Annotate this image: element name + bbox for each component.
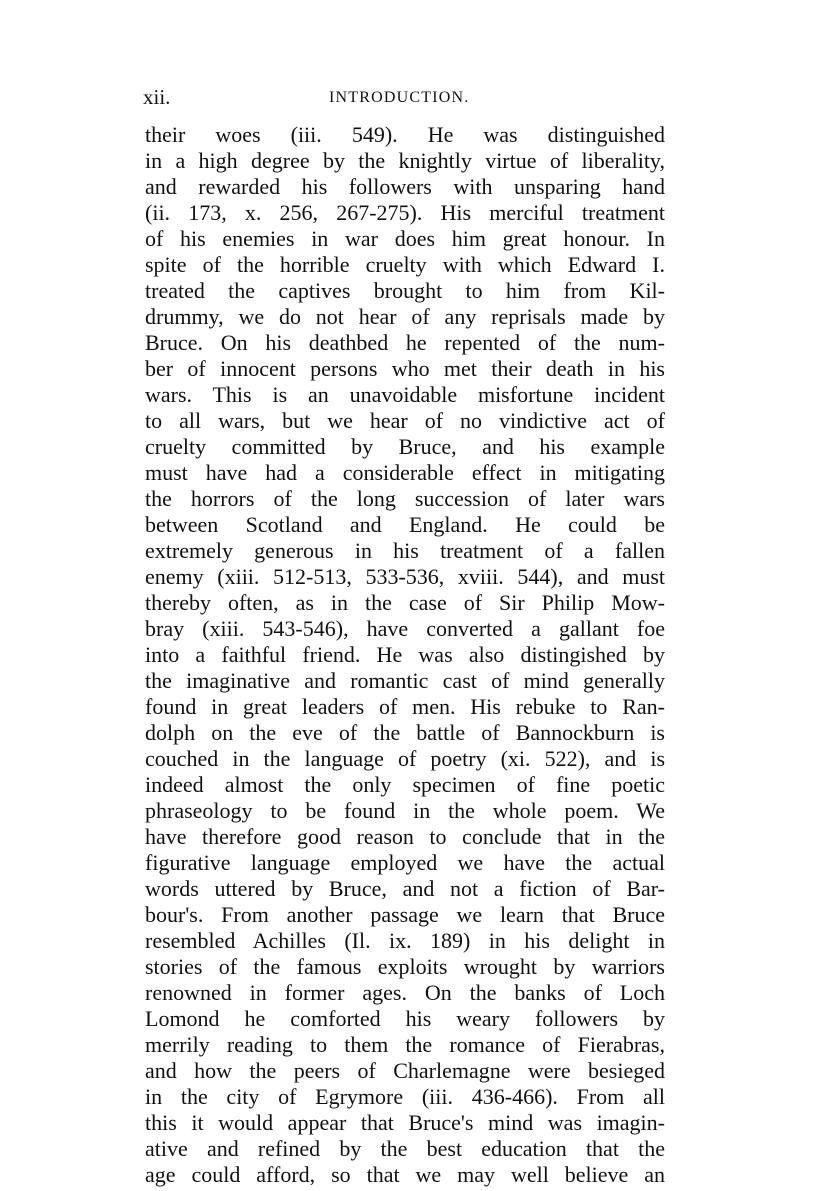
text-line: stories of the famous exploits wrought by warriors bbox=[145, 954, 665, 979]
text-line: into a faithful friend. He was also distingished by bbox=[145, 642, 665, 667]
text-line: thereby often, as in the case of Sir Philip Mow- bbox=[145, 590, 665, 615]
text-line: cruelty committed by Bruce, and his example bbox=[145, 434, 665, 459]
text-line: merrily reading to them the romance of Fierabras, bbox=[145, 1032, 665, 1057]
text-line: figurative language employed we have the actual bbox=[145, 850, 665, 875]
text-line: phraseology to be found in the whole poem. We bbox=[145, 798, 665, 823]
text-line: to all wars, but we hear of no vindictive act of bbox=[145, 408, 665, 433]
text-line: wars. This is an unavoidable misfortune incident bbox=[145, 382, 665, 407]
text-line: ative and refined by the best education that the bbox=[145, 1136, 665, 1161]
text-line: in a high degree by the knightly virtue of liberality, bbox=[145, 148, 665, 173]
text-line: couched in the language of poetry (xi. 522), and is bbox=[145, 746, 665, 771]
page-header bbox=[143, 83, 663, 111]
text-line: indeed almost the only specimen of fine poetic bbox=[145, 772, 665, 797]
text-line: spite of the horrible cruelty with which Edward I. bbox=[145, 252, 665, 277]
text-line: resembled Achilles (Il. ix. 189) in his delight in bbox=[145, 928, 665, 953]
text-line: and rewarded his followers with unsparing hand bbox=[145, 174, 665, 199]
text-line: the horrors of the long succession of later wars bbox=[145, 486, 665, 511]
text-line: found in great leaders of men. His rebuke to Ran- bbox=[145, 694, 665, 719]
text-line: between Scotland and England. He could be bbox=[145, 512, 665, 537]
text-line: extremely generous in his treatment of a fallen bbox=[145, 538, 665, 563]
text-line: (ii. 173, x. 256, 267-275). His merciful treatment bbox=[145, 200, 665, 225]
text-line: must have had a considerable effect in mitigating bbox=[145, 460, 665, 485]
text-line: this it would appear that Bruce's mind was imagin- bbox=[145, 1110, 665, 1135]
text-line: Bruce. On his deathbed he repented of the num- bbox=[145, 330, 665, 355]
text-line: the imaginative and romantic cast of mind generally bbox=[145, 668, 665, 693]
text-line: treated the captives brought to him from Kil- bbox=[145, 278, 665, 303]
text-line: drummy, we do not hear of any reprisals made by bbox=[145, 304, 665, 329]
text-line: bray (xiii. 543-546), have converted a gallant foe bbox=[145, 616, 665, 641]
text-line: renowned in former ages. On the banks of Loch bbox=[145, 980, 665, 1005]
text-line: Lomond he comforted his weary followers by bbox=[145, 1006, 665, 1031]
text-line: have therefore good reason to conclude that in the bbox=[145, 824, 665, 849]
running-head: INTRODUCTION. bbox=[329, 89, 470, 106]
text-line: of his enemies in war does him great honour. In bbox=[145, 226, 665, 251]
text-line: ber of innocent persons who met their death in his bbox=[145, 356, 665, 381]
text-line: their woes (iii. 549). He was distinguished bbox=[145, 122, 665, 147]
text-line: enemy (xiii. 512-513, 533-536, xviii. 544), and must bbox=[145, 564, 665, 589]
text-line: words uttered by Bruce, and not a fiction of Bar- bbox=[145, 876, 665, 901]
text-line: age could afford, so that we may well believe an bbox=[145, 1162, 665, 1187]
text-line: and how the peers of Charlemagne were besieged bbox=[145, 1058, 665, 1083]
text-line: bour's. From another passage we learn that Bruce bbox=[145, 902, 665, 927]
body-text bbox=[145, 122, 665, 1188]
page-number: xii. bbox=[143, 85, 171, 109]
text-line: in the city of Egrymore (iii. 436-466). From all bbox=[145, 1084, 665, 1109]
text-line: dolph on the eve of the battle of Bannockburn is bbox=[145, 720, 665, 745]
